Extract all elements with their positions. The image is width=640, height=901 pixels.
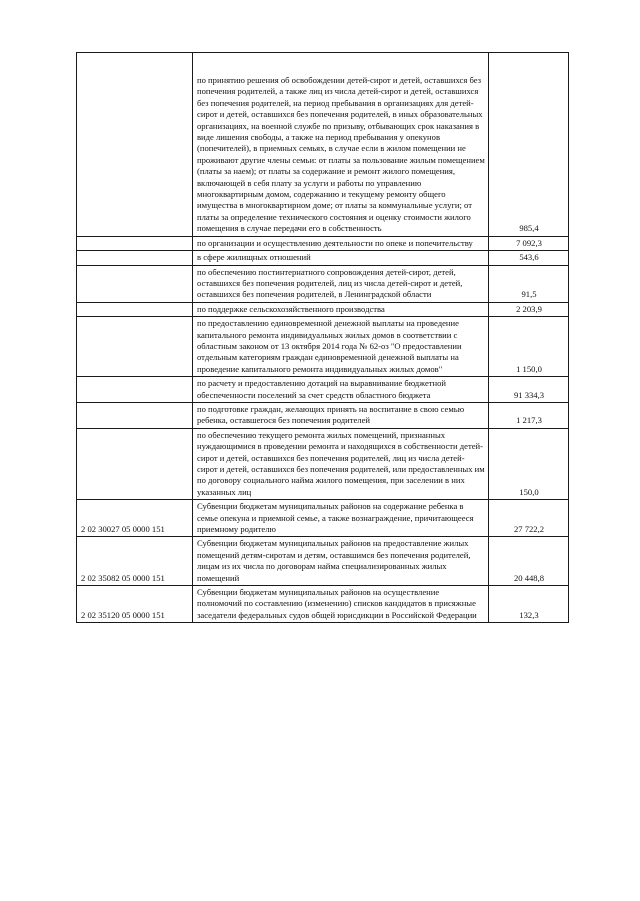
table-row [77,302,569,316]
amount-cell: 91,5 [489,265,569,302]
table-row [77,53,569,237]
table-row [77,317,569,377]
description-cell: в сфере жилищных отношений [193,251,489,265]
table-row [77,537,569,586]
description-cell: по предоставлению единовременной денежной выплаты на проведение капитального ремонта индивидуальных жилых домов в соответствии с областным законом от 13 октября 2014 года № 62-оз "О предоставлении отдельным категориям граждан единовременной денежной выплаты на проведение капитального ремонта индивидуальных жилых домов" [193,317,489,377]
budget-table [76,52,569,623]
amount-cell: 7 092,3 [489,236,569,250]
amount-cell: 543,6 [489,251,569,265]
budget-code-cell [77,317,193,377]
budget-code-cell [77,251,193,265]
amount-cell: 2 203,9 [489,302,569,316]
table-row [77,251,569,265]
budget-code-cell: 2 02 35082 05 0000 151 [77,537,193,586]
table-row [77,586,569,623]
description-cell: Субвенции бюджетам муниципальных районов на содержание ребенка в семье опекуна и приемной семье, а также вознаграждение, причитающееся приемному родителю [193,500,489,537]
table-row [77,402,569,428]
amount-cell: 20 448,8 [489,537,569,586]
budget-code-cell [77,53,193,237]
budget-code-cell [77,402,193,428]
description-cell: по расчету и предоставлению дотаций на выравнивание бюджетной обеспеченности поселений за счет средств областного бюджета [193,377,489,403]
amount-cell: 91 334,3 [489,377,569,403]
table-row [77,377,569,403]
budget-code-cell [77,377,193,403]
description-cell: по принятию решения об освобождении детей-сирот и детей, оставшихся без попечения родителей, а также лиц из числа детей-сирот и детей, оставшихся без попечения родителей, на период пребывания в организациях для детей-сирот и детей, оставшихся без попечения родителей, в иных образовательных организациях, на военной службе по призыву, отбывающих срок наказания в виде лишения свободы, а также на период пребывания у опекунов (попечителей), в приемных семьях, в случае если в жилом помещении не проживают другие члены семьи: от платы за пользование жилым помещением (платы за наем); от платы за содержание и ремонт жилого помещения, включающей в себя плату за услуги и работы по управлению многоквартирным домом, содержанию и текущему ремонту общего имущества в многоквартирном доме; от платы за коммунальные услуги; от платы за определение технического состояния и оценку стоимости жилого помещения в случае передачи его в собственность [193,53,489,237]
description-cell: по организации и осуществлению деятельности по опеке и попечительству [193,236,489,250]
budget-code-cell [77,428,193,499]
amount-cell: 150,0 [489,428,569,499]
description-cell: Субвенции бюджетам муниципальных районов на предоставление жилых помещений детям-сиротам и детям, оставшимся без попечения родителей, лицам из их числа по договорам найма специализированных жилых помещений [193,537,489,586]
budget-code-cell [77,236,193,250]
amount-cell: 27 722,2 [489,500,569,537]
amount-cell: 985,4 [489,53,569,237]
budget-code-cell: 2 02 35120 05 0000 151 [77,586,193,623]
budget-code-cell: 2 02 30027 05 0000 151 [77,500,193,537]
amount-cell: 1 150,0 [489,317,569,377]
description-cell: по обеспечению постинтернатного сопровождения детей-сирот, детей, оставшихся без попечения родителей, лиц из числа детей-сирот и детей, оставшихся без попечения родителей, в Ленинградской области [193,265,489,302]
budget-code-cell [77,302,193,316]
budget-code-cell [77,265,193,302]
amount-cell: 1 217,3 [489,402,569,428]
description-cell: Субвенции бюджетам муниципальных районов на осуществление полномочий по составлению (изменению) списков кандидатов в присяжные заседатели федеральных судов общей юрисдикции в Российской Федерации [193,586,489,623]
description-cell: по подготовке граждан, желающих принять на воспитание в свою семью ребенка, оставшегося без попечения родителей [193,402,489,428]
table-row [77,428,569,499]
table-row [77,500,569,537]
description-cell: по поддержке сельскохозяйственного производства [193,302,489,316]
amount-cell: 132,3 [489,586,569,623]
table-row [77,265,569,302]
description-cell: по обеспечению текущего ремонта жилых помещений, признанных нуждающимися в проведении ремонта и находящихся в собственности детей-сирот и детей, оставшихся без попечения родителей, лиц из числа детей-сирот и детей, оставшихся без попечения родителей, или предоставленных им по договору социального найма жилого помещения, при заселении в них указанных лиц [193,428,489,499]
table-row [77,236,569,250]
